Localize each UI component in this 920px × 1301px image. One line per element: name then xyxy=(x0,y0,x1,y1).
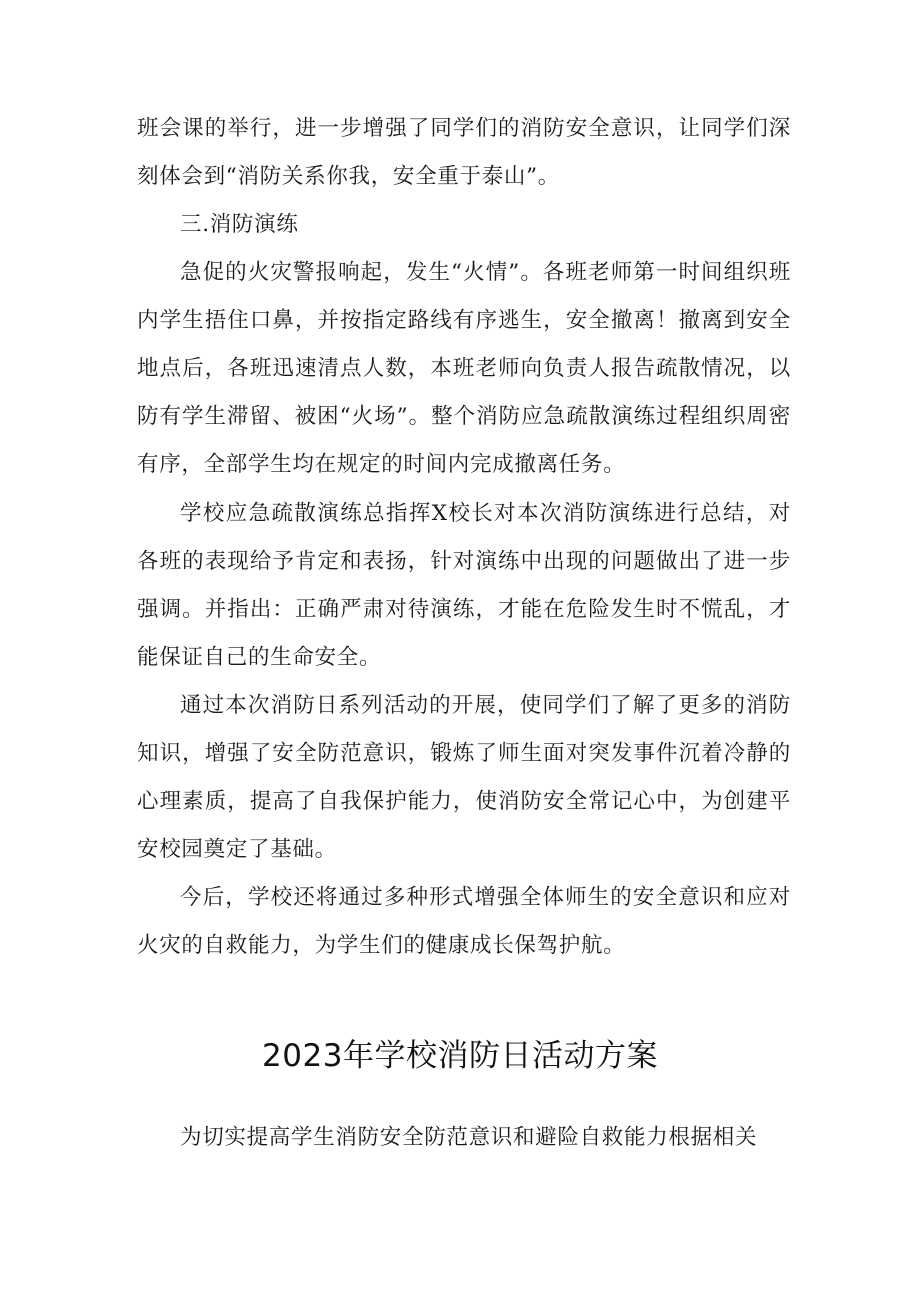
paragraph-drill-summary: 学校应急疏散演练总指挥X校长对本次消防演练进行总结，对各班的表现给予肯定和表扬，针对演练中出现的问题做出了进一步强调。并指出：正确严肃对待演练，才能在危险发生时不慌乱，才能保证自己的生命安全。 xyxy=(137,501,791,670)
paragraph-activity-results: 通过本次消防日系列活动的开展，使同学们了解了更多的消防知识，增强了安全防范意识，锻炼了师生面对突发事件沉着冷静的心理素质，提高了自我保护能力，使消防安全常记心中，为创建平安校园奠定了基础。 xyxy=(137,693,791,862)
document-title: 2023年学校消防日活动方案 xyxy=(262,1038,658,1074)
paragraph-fire-drill: 急促的火灾警报响起，发生“火情”。各班老师第一时间组织班内学生捂住口鼻，并按指定路线有序逃生，安全撤离！撤离到安全地点后，各班迅速清点人数，本班老师向负责人报告疏散情况，以防有学生滞留、被困“火场”。整个消防应急疏散演练过程组织周密有序，全部学生均在规定的时间内完成撤离任务。 xyxy=(137,260,791,477)
paragraph-class-meeting: 班会课的举行，进一步增强了同学们的消防安全意识，让同学们深刻体会到“消防关系你我，安全重于泰山”。 xyxy=(137,116,791,189)
paragraph-future-plans: 今后，学校还将通过多种形式增强全体师生的安全意识和应对火灾的自救能力，为学生们的健康成长保驾护航。 xyxy=(137,885,791,958)
paragraph-plan-intro: 为切实提高学生消防安全防范意识和避险自救能力根据相关 xyxy=(180,1125,758,1150)
section-heading-fire-drill: 三.消防演练 xyxy=(180,212,299,237)
